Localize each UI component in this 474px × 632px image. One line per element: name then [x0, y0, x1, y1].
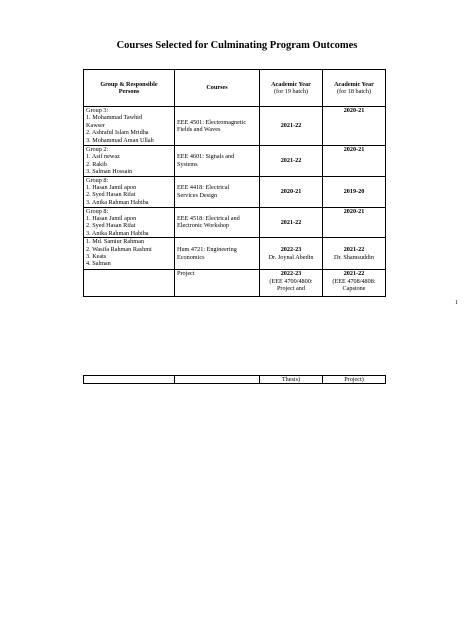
member-line: 2. Rakib — [86, 160, 107, 168]
table-row — [84, 107, 386, 146]
group-cell — [84, 146, 175, 177]
courses-table — [83, 69, 386, 297]
course-cell — [175, 207, 260, 238]
course-cell — [175, 146, 260, 177]
course-line: Services Design — [177, 191, 218, 199]
member-line: Kawser — [86, 121, 105, 129]
member-line: 3. Mohammad Aman Ullah — [86, 136, 154, 144]
member-line: 3. Anika Rahman Habiba — [86, 198, 149, 206]
member-line: 1. Hasan Jamil apon — [86, 184, 137, 192]
course-cell — [175, 107, 260, 146]
ay19-cell: Thesis) — [260, 376, 323, 384]
member-line: 3. Salman Hossain — [86, 168, 133, 176]
group-cell — [84, 270, 175, 297]
ay18-year: 2021-22 — [343, 246, 365, 254]
header-ay18-line2: (for 18 batch) — [336, 88, 372, 95]
ay19-cell: 2021-22 — [260, 207, 323, 238]
ay18-cell — [323, 238, 386, 270]
table-header-row — [84, 70, 386, 107]
ay19-cell: 2021-22 — [260, 146, 323, 177]
ay19-note: (EEE 4700/4800: — [269, 277, 313, 285]
group-label: Group 8: — [86, 207, 109, 215]
ay18-cell: 2020-21 — [323, 107, 386, 146]
course-line: Economics — [177, 253, 205, 261]
course-line: EEE 4601: Signals and — [177, 153, 235, 161]
header-group-line2: Persons — [118, 88, 140, 95]
ay19-year: 2022-23 — [280, 246, 302, 254]
ay18-cell: Project) — [323, 376, 386, 384]
course-cell — [175, 376, 260, 384]
table-row — [84, 146, 386, 177]
table-row — [84, 176, 386, 207]
ay18-cell: 2020-21 — [323, 146, 386, 177]
header-group — [84, 70, 175, 107]
ay19-person: Dr. Joynal Abedin — [268, 253, 314, 261]
ay19-cell — [260, 270, 323, 297]
header-ay19-line2: (for 19 batch) — [273, 88, 309, 95]
member-middle-name: Tawhid — [123, 114, 142, 122]
course-line: Fields and Waves — [177, 126, 221, 133]
member-line: 3. Keats — [86, 253, 107, 261]
ay19-cell: 2021-22 — [260, 107, 323, 146]
group-label: Group 3: — [86, 107, 109, 114]
member-number: 1. — [86, 114, 91, 122]
course-line: Systems — [177, 160, 198, 168]
courses-table-continuation — [83, 375, 386, 384]
table-row — [84, 207, 386, 238]
course-line: EEE 4418: Electrical — [177, 184, 230, 192]
table-row — [84, 270, 386, 297]
ay18-cell: 2020-21 — [323, 207, 386, 238]
group-label: Group 8: — [86, 176, 109, 184]
course-cell — [175, 238, 260, 270]
ay19-note: Project and — [276, 285, 305, 293]
page-number: 1 — [455, 300, 458, 306]
member-line: 2. Syed Hasan Rifat — [86, 191, 136, 199]
group-label: Group 2: — [86, 146, 109, 153]
course-line: Hum 4721: Engineering — [177, 246, 237, 254]
member-line: 1. Hasan Jamil apon — [86, 215, 137, 223]
member-line: 3. Anika Rahman Habiba — [86, 229, 149, 237]
ay18-year: 2021-22 — [343, 270, 365, 278]
member-line: 2. Syed Hasan Rifat — [86, 222, 136, 230]
course-cell — [175, 176, 260, 207]
member-line: 2. Ashraful Islam Mridha — [86, 129, 149, 137]
member-line: 2. Wasifa Rahman Rashmi — [86, 245, 152, 253]
table-row — [84, 238, 386, 270]
member-line — [86, 114, 172, 121]
member-line: 4. Salman — [86, 260, 111, 268]
ay19-cell: 2020-21 — [260, 176, 323, 207]
header-group-line1: Group & Responsible — [100, 80, 158, 88]
member-line: 1. Md. Samiur Rahman — [86, 238, 144, 246]
group-cell — [84, 176, 175, 207]
table-row — [84, 376, 386, 384]
ay19-year: 2022-23 — [280, 270, 302, 278]
header-ay18 — [323, 70, 386, 107]
ay18-note: Capstone — [342, 285, 366, 293]
page-title: Courses Selected for Culminating Program Outcomes — [116, 40, 358, 51]
ay18-cell — [323, 270, 386, 297]
group-cell — [84, 207, 175, 238]
group-cell — [84, 107, 175, 146]
header-ay19-line1: Academic Year — [271, 80, 311, 88]
course-line: Electronic Workshop — [177, 222, 230, 230]
header-ay18-line1: Academic Year — [334, 80, 374, 88]
member-first-name: Mohammad — [92, 114, 123, 122]
ay18-cell: 2019-20 — [323, 176, 386, 207]
ay19-cell — [260, 238, 323, 270]
header-ay19 — [260, 70, 323, 107]
member-line: 1. Asif newaz — [86, 153, 120, 161]
course-line: EEE 4501: Electromagnetic — [177, 118, 247, 126]
ay18-person: Dr. Shamsuddin — [334, 253, 374, 261]
course-line: EEE 4518: Electrical and — [177, 215, 240, 223]
ay18-note: (EEE 4708/4808: — [332, 277, 376, 285]
course-cell: Project — [175, 270, 260, 297]
group-cell — [84, 238, 175, 270]
group-cell — [84, 376, 175, 384]
header-courses: Courses — [175, 70, 260, 107]
